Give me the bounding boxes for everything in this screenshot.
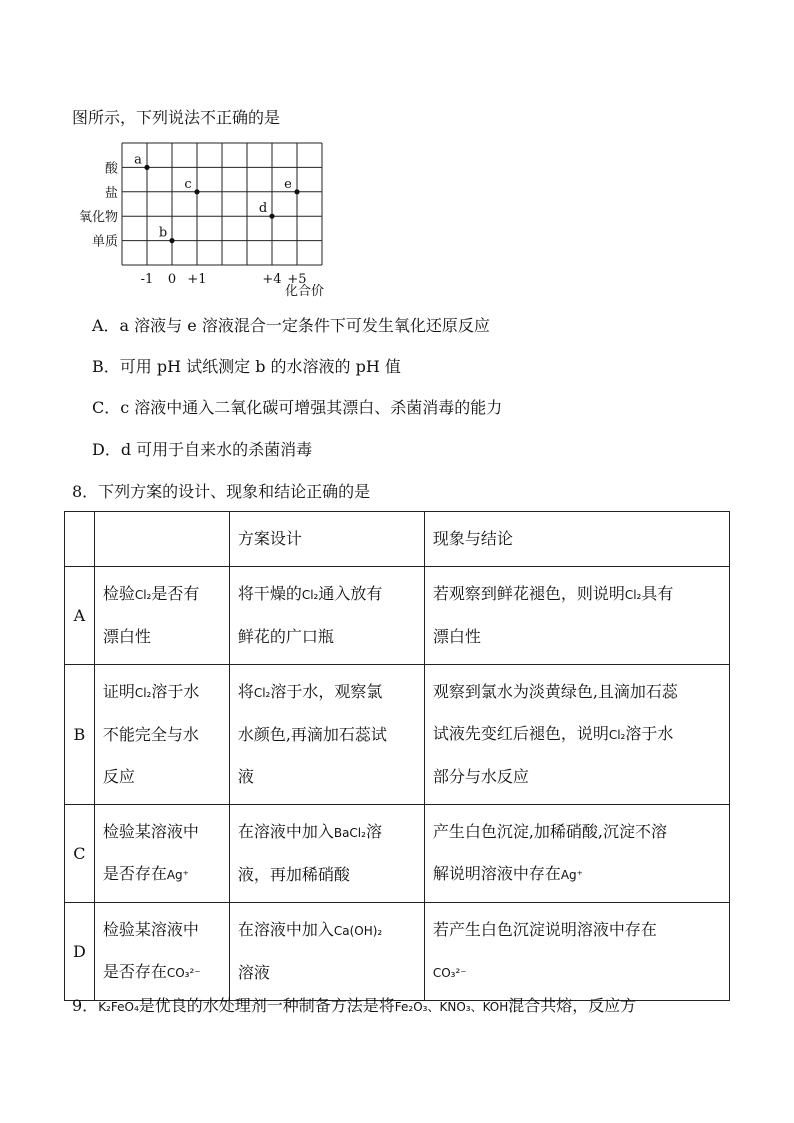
q7-option-b[interactable]: B．可用 pH 试纸测定 b 的水溶液的 pH 值 [92, 357, 401, 376]
header-empty-2 [94, 512, 229, 567]
row-design: 将Cl₂溶于水，观察氯 水颜色,再滴加石蕊试 液 [229, 665, 424, 805]
row-label: A [65, 567, 95, 665]
q8-stem: 8．下列方案的设计、现象和结论正确的是 [72, 482, 371, 501]
row-label: D [65, 903, 95, 1001]
x-tick-label: +5 [287, 272, 307, 287]
table-row-d[interactable] [65, 903, 730, 1001]
point-c [194, 189, 199, 194]
x-tick-label: +4 [262, 272, 282, 287]
q7-option-d[interactable]: D．d 可用于自来水的杀菌消毒 [92, 440, 313, 459]
table-row-b[interactable] [65, 665, 730, 805]
y-tick-label: 酸 [104, 161, 118, 177]
point-label: d [258, 201, 268, 217]
row-result: 观察到氯水为淡黄绿色,且滴加石蕊 试液先变红后褪色，说明Cl₂溶于水 部分与水反应 [424, 665, 729, 805]
row-purpose: 证明Cl₂溶于水 不能完全与水 反应 [94, 665, 229, 805]
header-design: 方案设计 [229, 512, 424, 567]
row-purpose: 检验某溶液中 是否存在CO₃²⁻ [94, 903, 229, 1001]
row-purpose: 检验某溶液中 是否存在Ag⁺ [94, 805, 229, 903]
chart-grid [122, 143, 322, 265]
row-label: C [65, 805, 95, 903]
row-design: 将干燥的Cl₂通入放有 鲜花的广口瓶 [229, 567, 424, 665]
x-axis-title: 化合价 [285, 284, 325, 299]
y-tick-label: 盐 [104, 185, 118, 201]
q8-table [64, 511, 730, 1001]
q7-option-a[interactable]: A．a 溶液与 e 溶液混合一定条件下可发生氧化还原反应 [92, 316, 490, 335]
row-result: 若观察到鲜花褪色，则说明Cl₂具有 漂白性 [424, 567, 729, 665]
chart-y-labels [79, 161, 119, 249]
y-tick-label: 单质 [91, 234, 118, 250]
y-tick-label: 氧化物 [78, 210, 118, 226]
table-row-c[interactable] [65, 805, 730, 903]
point-label: a [134, 152, 142, 168]
row-label: B [65, 665, 95, 805]
point-e [294, 189, 299, 194]
row-result: 产生白色沉淀,加稀硝酸,沉淀不溶 解说明溶液中存在Ag⁺ [424, 805, 729, 903]
point-label: b [158, 225, 168, 241]
table-row-a[interactable] [65, 567, 730, 665]
point-label: e [284, 176, 292, 192]
x-tick-label: +1 [187, 272, 207, 287]
row-design: 在溶液中加入BaCl₂溶 液，再加稀硝酸 [229, 805, 424, 903]
chart-points [134, 152, 299, 243]
header-result: 现象与结论 [424, 512, 729, 567]
header-empty-1 [65, 512, 95, 567]
row-design: 在溶液中加入Ca(OH)₂ 溶液 [229, 903, 424, 1001]
q7-intro: 图所示，下列说法不正确的是 [72, 108, 281, 127]
x-tick-label: -1 [140, 272, 154, 287]
point-b [169, 238, 174, 243]
x-tick-label: 0 [167, 272, 177, 287]
chart-x-labels [141, 272, 307, 287]
table-header-row [65, 512, 730, 567]
row-result: 若产生白色沉淀说明溶液中存在 CO₃²⁻ [424, 903, 729, 1001]
q7-option-c[interactable]: C．c 溶液中通入二氧化碳可增强其漂白、杀菌消毒的能力 [92, 398, 503, 417]
point-label: c [184, 176, 192, 192]
point-a [144, 165, 149, 170]
q9-stem: 9．K₂FeO₄是优良的水处理剂一种制备方法是将Fe₂O₃、KNO₃、KOH混合共熔，反应方 [72, 996, 637, 1015]
point-d [269, 214, 274, 219]
row-purpose: 检验Cl₂是否有 漂白性 [94, 567, 229, 665]
valence-chart [0, 0, 794, 300]
